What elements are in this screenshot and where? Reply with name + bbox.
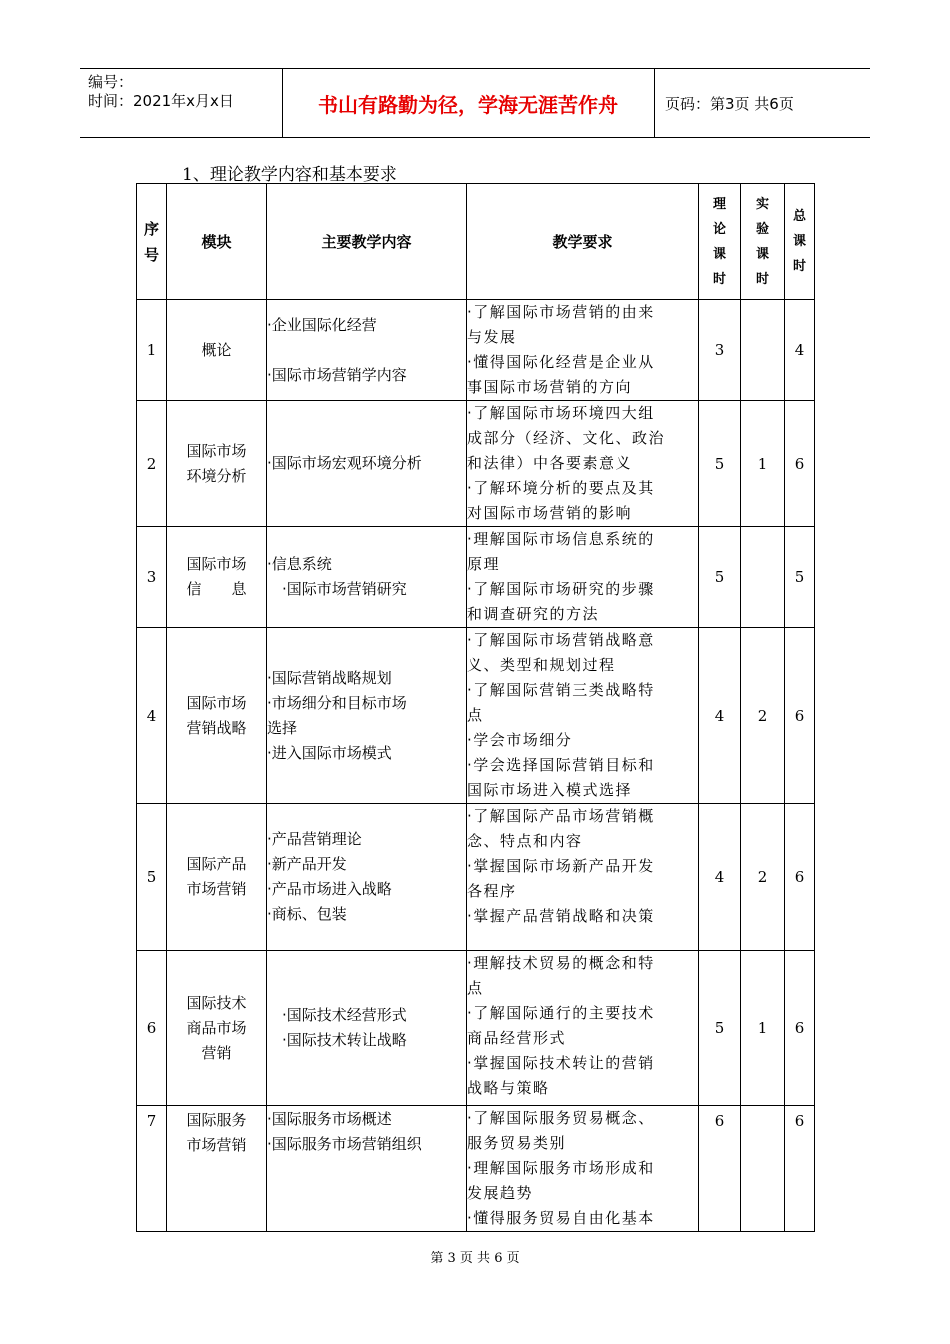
cell-total-hours: 6 [785, 628, 815, 804]
header-char: 论 [712, 221, 726, 237]
header-motto: 书山有路勤为径，学海无涯苦作舟 [318, 92, 618, 117]
header-requirements: 教学要求 [467, 184, 699, 300]
cell-content [267, 628, 467, 804]
cell-content [267, 804, 467, 951]
cell-module [167, 804, 267, 951]
requirements-line: ·掌握产品营销战略和决策 [467, 907, 655, 925]
content-line: 选择 [267, 718, 298, 737]
table-row [137, 951, 815, 1106]
cell-theory-hours: 6 [699, 1106, 741, 1232]
header-char: 课 [792, 234, 806, 249]
content-line [267, 338, 466, 363]
content-line: ·国际技术转让战略 [267, 1031, 407, 1049]
header-total-hours [785, 184, 815, 300]
cell-total-hours: 6 [785, 804, 815, 951]
cell-lab-hours: 2 [741, 804, 785, 951]
requirements-line: ·学会选择国际营销目标和 [467, 756, 655, 774]
requirements-line: 念、特点和内容 [467, 832, 583, 850]
requirements-line: ·了解国际产品市场营销概 [467, 807, 655, 825]
cell-lab-hours [741, 300, 785, 401]
cell-module [167, 951, 267, 1106]
cell-content [267, 300, 467, 401]
module-line: 国际市场 [186, 693, 247, 712]
content-line: ·国际服务市场概述 [267, 1110, 392, 1128]
header-char: 课 [712, 246, 726, 262]
cell-theory-hours: 4 [699, 804, 741, 951]
doc-code-label: 编号： [88, 73, 134, 91]
module-line: 商品市场 [186, 1018, 247, 1037]
cell-total-hours: 4 [785, 300, 815, 401]
header-char: 序 [143, 219, 159, 238]
module-line: 营销 [201, 1043, 232, 1062]
header-char: 课 [755, 246, 769, 262]
cell-requirements [467, 300, 699, 401]
requirements-line: ·懂得服务贸易自由化基本 [467, 1209, 655, 1227]
table-row [137, 628, 815, 804]
table-row [137, 527, 815, 628]
cell-content [267, 401, 467, 527]
requirements-line: 服务贸易类别 [467, 1134, 567, 1152]
cell-module [167, 300, 267, 401]
cell-module [167, 628, 267, 804]
content-line: ·国际市场宏观环境分析 [267, 454, 422, 472]
content-line: ·产品市场进入战略 [267, 880, 392, 898]
table-row [137, 401, 815, 527]
content-line: ·国际服务市场营销组织 [267, 1135, 422, 1153]
cell-theory-hours: 3 [699, 300, 741, 401]
header-content: 主要教学内容 [267, 184, 467, 300]
module-line: 国际技术 [186, 993, 247, 1012]
header-meta [88, 73, 283, 111]
content-line: ·国际市场营销学内容 [267, 365, 407, 384]
table-row [137, 804, 815, 951]
cell-module [167, 1106, 267, 1232]
cell-content [267, 1106, 467, 1232]
module-line: 市场营销 [186, 880, 247, 898]
header-char: 理 [712, 196, 726, 212]
content-line: ·信息系统 [267, 555, 332, 573]
content-line: ·产品营销理论 [267, 830, 362, 848]
header-lab-hours [741, 184, 785, 300]
requirements-line: ·了解国际市场研究的步骤 [467, 580, 655, 598]
cell-requirements [467, 804, 699, 951]
requirements-line: 发展趋势 [467, 1184, 534, 1202]
cell-total-hours: 6 [785, 1106, 815, 1232]
header-module: 模块 [167, 184, 267, 300]
cell-total-hours: 5 [785, 527, 815, 628]
cell-seq: 7 [137, 1106, 167, 1232]
header-page-info: 页码：第3页 共6页 [665, 94, 794, 113]
section-title: 1、理论教学内容和基本要求 [182, 165, 397, 185]
requirements-line: 事国际市场营销的方向 [467, 378, 633, 396]
cell-total-hours: 6 [785, 401, 815, 527]
content-line: ·国际市场营销研究 [267, 580, 407, 598]
cell-theory-hours: 5 [699, 401, 741, 527]
table-row [137, 300, 815, 401]
cell-theory-hours: 4 [699, 628, 741, 804]
header-char: 验 [755, 221, 769, 237]
requirements-line: ·了解环境分析的要点及其 [467, 479, 655, 497]
cell-content [267, 951, 467, 1106]
content-line: ·企业国际化经营 [267, 315, 377, 334]
header-char: 时 [792, 259, 806, 274]
requirements-line: 成部分（经济、文化、政治 [467, 429, 666, 447]
requirements-line: 和法律）中各要素意义 [467, 454, 633, 472]
module-line: 信 息 [186, 580, 247, 598]
page-footer: 第 3 页 共 6 页 [430, 1251, 520, 1266]
requirements-line: ·了解国际服务贸易概念、 [467, 1109, 655, 1127]
requirements-line: 点 [467, 706, 484, 724]
requirements-line: ·了解国际营销三类战略特 [467, 681, 655, 699]
cell-requirements [467, 951, 699, 1106]
requirements-line: ·理解国际市场信息系统的 [467, 530, 655, 548]
content-line: ·新产品开发 [267, 855, 347, 873]
requirements-line: ·懂得国际化经营是企业从 [467, 353, 655, 371]
module-line: 国际产品 [186, 855, 247, 873]
cell-seq: 4 [137, 628, 167, 804]
content-line: ·市场细分和目标市场 [267, 693, 407, 712]
header-theory-hours [699, 184, 741, 300]
table-header-row [137, 184, 815, 300]
module-line: 国际市场 [186, 555, 247, 573]
doc-date-label: 时间：2021年x月x日 [88, 92, 234, 110]
requirements-line: 战略与策略 [467, 1079, 550, 1097]
module-line: 概论 [201, 340, 232, 359]
requirements-line: 对国际市场营销的影响 [467, 504, 633, 522]
header-char: 时 [712, 271, 726, 287]
cell-seq: 1 [137, 300, 167, 401]
cell-theory-hours: 5 [699, 951, 741, 1106]
header-char: 号 [143, 245, 159, 264]
cell-lab-hours: 1 [741, 951, 785, 1106]
content-line: ·国际营销战略规划 [267, 668, 392, 687]
cell-seq: 6 [137, 951, 167, 1106]
requirements-line: ·了解国际市场营销战略意 [467, 631, 655, 649]
module-line: 营销战略 [186, 718, 247, 737]
requirements-line: ·了解国际通行的主要技术 [467, 1004, 655, 1022]
cell-lab-hours: 1 [741, 401, 785, 527]
cell-requirements [467, 527, 699, 628]
requirements-line: ·掌握国际技术转让的营销 [467, 1054, 655, 1072]
content-line: ·进入国际市场模式 [267, 743, 392, 762]
cell-seq: 3 [137, 527, 167, 628]
requirements-line: 原理 [467, 555, 501, 573]
content-line: ·国际技术经营形式 [267, 1006, 407, 1024]
cell-requirements [467, 628, 699, 804]
header-char: 时 [755, 271, 769, 287]
requirements-line: 国际市场进入模式选择 [467, 781, 633, 799]
cell-lab-hours: 2 [741, 628, 785, 804]
module-line: 国际服务 [186, 1111, 247, 1129]
requirements-line: ·理解技术贸易的概念和特 [467, 954, 655, 972]
requirements-line: ·理解国际服务市场形成和 [467, 1159, 655, 1177]
curriculum-table [136, 183, 815, 1232]
cell-content [267, 527, 467, 628]
requirements-line: ·学会市场细分 [467, 731, 573, 749]
requirements-line: 义、类型和规划过程 [467, 656, 616, 674]
cell-seq: 2 [137, 401, 167, 527]
page-header [80, 68, 870, 138]
requirements-line: ·了解国际市场营销的由来 [467, 303, 655, 321]
requirements-line: 和调查研究的方法 [467, 605, 600, 623]
cell-total-hours: 6 [785, 951, 815, 1106]
requirements-line: ·了解国际市场环境四大组 [467, 404, 655, 422]
requirements-line: 点 [467, 979, 484, 997]
header-char: 实 [755, 196, 769, 212]
module-line: 市场营销 [186, 1136, 247, 1154]
header-seq [137, 184, 167, 300]
requirements-line: 商品经营形式 [467, 1029, 567, 1047]
header-divider [654, 69, 655, 137]
content-line: ·商标、包装 [267, 905, 347, 923]
cell-lab-hours [741, 1106, 785, 1232]
cell-theory-hours: 5 [699, 527, 741, 628]
cell-seq: 5 [137, 804, 167, 951]
requirements-line: ·掌握国际市场新产品开发 [467, 857, 655, 875]
table-row [137, 1106, 815, 1232]
requirements-line: 各程序 [467, 882, 517, 900]
header-char: 总 [792, 209, 806, 224]
cell-lab-hours [741, 527, 785, 628]
module-line: 环境分析 [186, 466, 247, 485]
module-line: 国际市场 [186, 441, 247, 460]
requirements-line: 与发展 [467, 328, 517, 346]
cell-requirements [467, 401, 699, 527]
cell-requirements [467, 1106, 699, 1232]
cell-module [167, 401, 267, 527]
cell-module [167, 527, 267, 628]
